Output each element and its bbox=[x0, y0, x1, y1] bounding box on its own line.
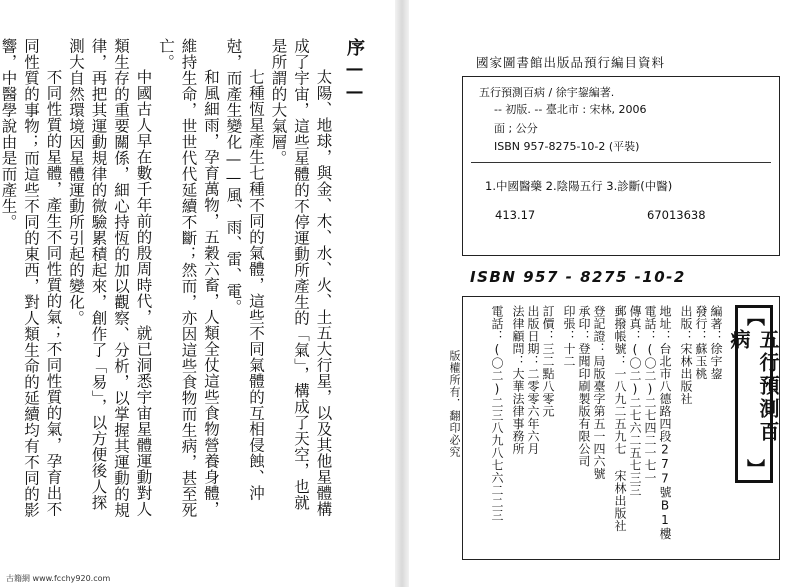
cip-isbn-line: ISBN 957-8275-10-2 (平裝) bbox=[494, 140, 640, 153]
cip-record-box bbox=[462, 76, 780, 256]
imprint-date: 出版日期：二零零六年六月 bbox=[526, 305, 540, 455]
cip-record-number: 67013638 bbox=[647, 208, 706, 222]
imprint-author: 編著：徐宇鋆 bbox=[709, 305, 723, 380]
cip-classification: 413.17 bbox=[495, 208, 536, 222]
preface-paragraph: 七種恆星產生七種不同的氣體，這些不同氣體的互相侵蝕、沖尅，而產生變化——風、雨、雷、電。 bbox=[224, 38, 265, 501]
preface-paragraph: 不同性質的星體，產生不同性質的氣；不同性質的氣，孕育出不同性質的事物；而這些不同的東西，對人類生命的延續均有不同的影響，中醫學說由是而產生。 bbox=[0, 38, 63, 518]
page-gutter bbox=[395, 0, 409, 587]
cip-edition-line: -- 初版. -- 臺北市 : 宋林, 2006 bbox=[494, 103, 647, 116]
imprint-sheets: 印張：十二 bbox=[562, 305, 576, 368]
cip-pages-line: 面 ; 公分 bbox=[494, 122, 538, 135]
preface-title: 序—— bbox=[344, 38, 365, 104]
cip-heading: 國家圖書館出版品預行編目資料 bbox=[476, 55, 666, 70]
preface-paragraph: 中國古人早在數千年前的殷周時代，就已洞悉宇宙星體運動對人類生存的重要關係，細心持恆的加以觀察、分析，以掌握其運動的規律，再把其運動規律的微驗累積起來，創作了「易」，以方便後人探測大自然環境因星體運動所引起的變化。 bbox=[67, 38, 153, 518]
imprint-legal-counsel: 法律顧問：大華法律事務所 bbox=[511, 305, 525, 455]
imprint-registration: 登記證：局版臺字第五一四六號 bbox=[592, 305, 606, 480]
book-title bbox=[727, 305, 780, 483]
imprint-price: 訂價：三二點八零元 bbox=[541, 305, 555, 418]
rights-notice: 版權所有．翻印必究 bbox=[448, 350, 461, 458]
imprint-address: 地址：台北市八德路四段277號B1樓 bbox=[658, 305, 672, 540]
book-title-close-bracket: 】 bbox=[744, 459, 765, 480]
imprint-issuer: 發行：蘇玉桃 bbox=[694, 305, 708, 380]
imprint-postal-account: 郵撥帳號：一八九二五九七 宋林出版社 bbox=[613, 305, 627, 532]
book-title-open-bracket: 【 bbox=[744, 308, 765, 329]
isbn-large: ISBN 957 - 8275 -10-2 bbox=[470, 268, 686, 286]
preface-paragraph: 和風細雨，孕育萬物，五穀六畜，人類全仗這些食物營養身體，維持生命，世世代代延續不斷；然而，亦因這些食物而生病，甚至死亡。 bbox=[157, 38, 220, 518]
imprint-fax: 傳真：(〇二)二七六二五七三三 bbox=[628, 305, 642, 497]
imprint-legal-phone: 電話：(〇二)二三八九八七六二二三 bbox=[490, 305, 504, 522]
cip-subjects: 1.中國醫藥 2.陰陽五行 3.診斷(中醫) bbox=[485, 179, 673, 193]
imprint-details bbox=[473, 305, 723, 551]
preface-text bbox=[0, 38, 365, 518]
site-watermark: 古籍網 www.fcchy920.com bbox=[6, 574, 111, 583]
imprint-phone: 電話：(〇二)二七四二一七一 bbox=[643, 305, 657, 484]
cip-divider bbox=[471, 162, 771, 163]
cip-record bbox=[471, 84, 771, 247]
preface-paragraph: 太陽、地球，與金、木、水、火、土五大行星，以及其他星體構成了宇宙，這些星體的不停運動所產生的「氣」，構成了天空，也就是所謂的大氣層。 bbox=[269, 38, 333, 517]
imprint-publisher: 出版：宋林出版社 bbox=[679, 305, 693, 405]
cip-title-line: 五行預測百病 / 徐宇鋆編著. bbox=[479, 86, 615, 99]
imprint-printer: 承印：登聞印刷製版有限公司 bbox=[577, 305, 591, 468]
book-title-text: 五行預測百病 bbox=[727, 329, 780, 444]
